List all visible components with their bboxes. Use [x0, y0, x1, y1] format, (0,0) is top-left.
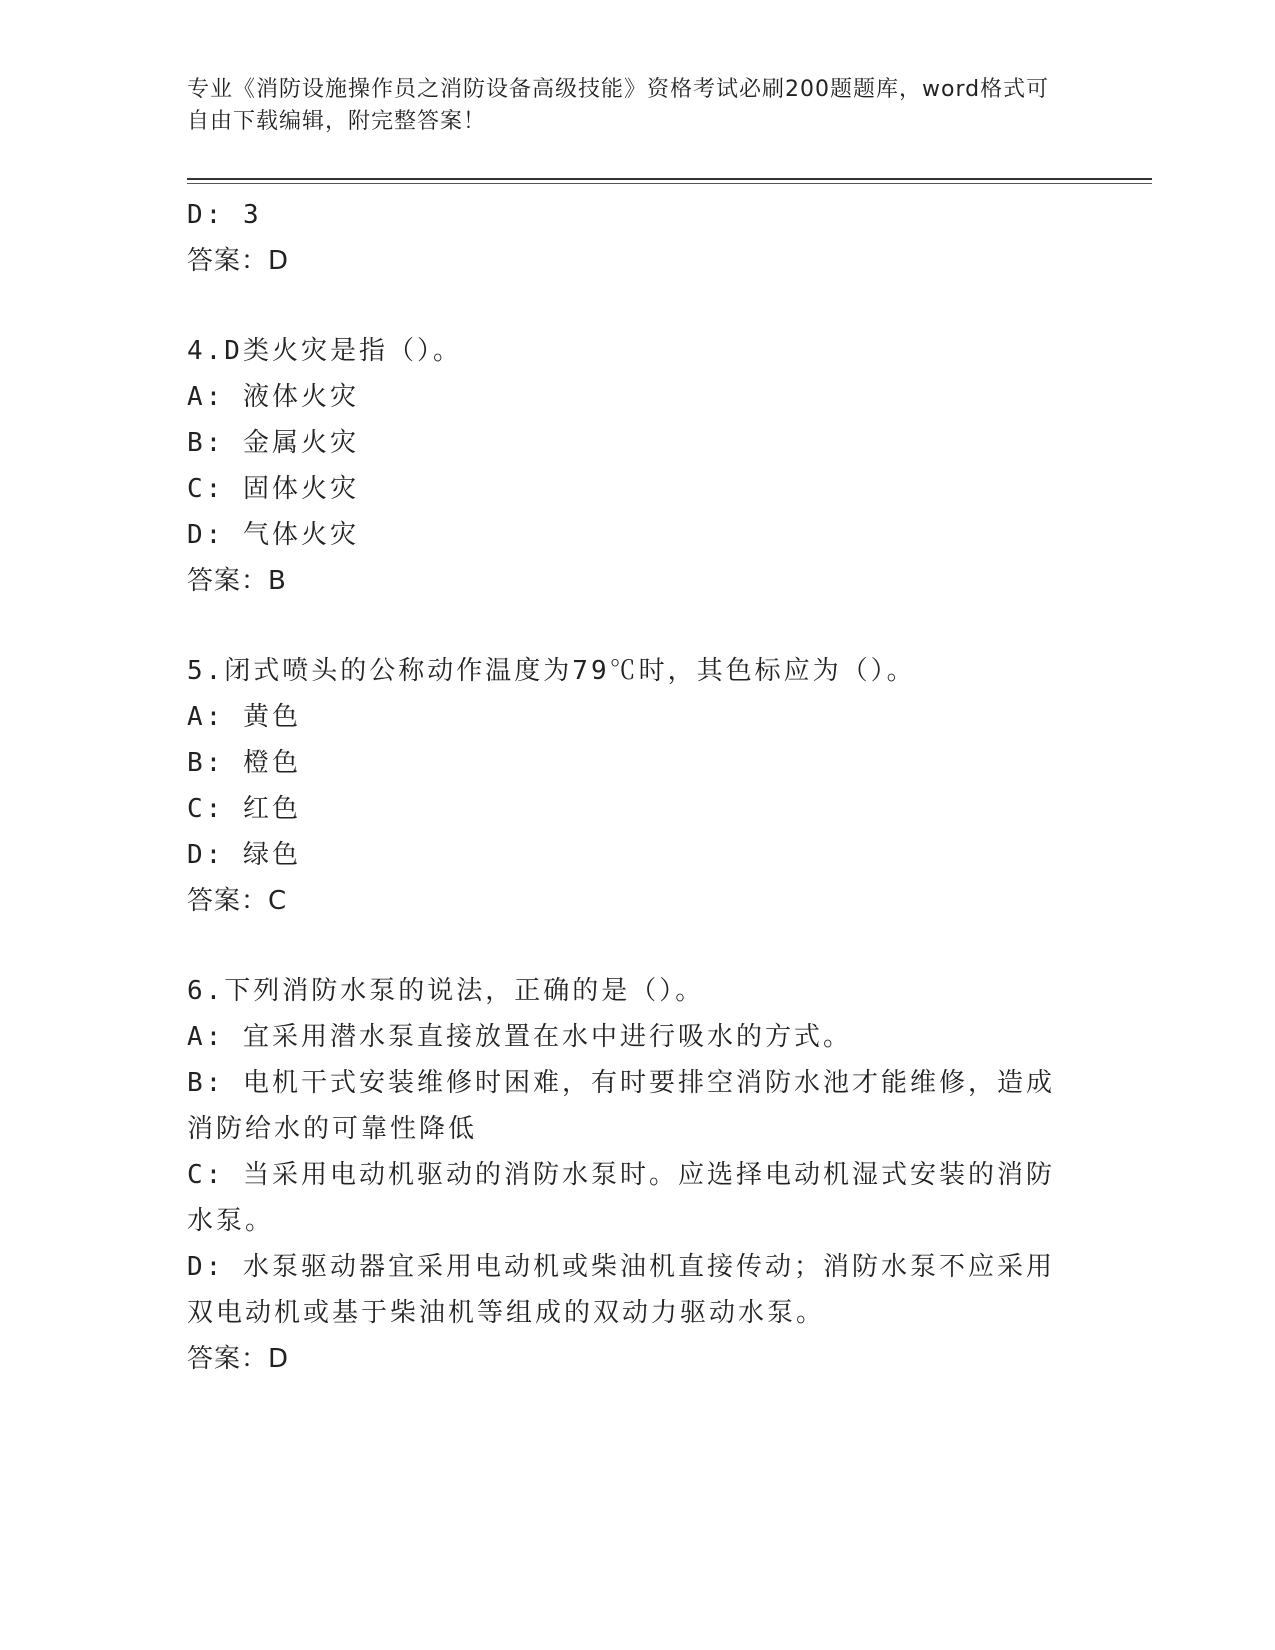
question-list — [187, 192, 1077, 1382]
option-c: C: 红色 — [187, 794, 301, 824]
option-d: D: 3 — [187, 200, 262, 230]
option-c: C: 固体火灾 — [187, 474, 359, 504]
header-divider-thick — [187, 178, 1152, 180]
option-b: B: 橙色 — [187, 748, 301, 778]
option-b: B: 电机干式安装维修时困难，有时要排空消防水池才能维修，造成消防给水的可靠性降低 — [187, 1068, 1055, 1144]
question-6 — [187, 968, 1077, 1382]
answer: 答案：C — [187, 886, 288, 916]
option-b: B: 金属火灾 — [187, 428, 359, 458]
answer: 答案：D — [187, 1344, 290, 1374]
header-divider-thin — [187, 183, 1152, 184]
option-d: D: 气体火灾 — [187, 520, 359, 550]
option-d: D: 绿色 — [187, 840, 301, 870]
option-a: A: 宜采用潜水泵直接放置在水中进行吸水的方式。 — [187, 1022, 852, 1052]
previous-question-tail — [187, 192, 1077, 284]
question-5 — [187, 648, 1077, 924]
answer: 答案：D — [187, 246, 290, 276]
option-d: D: 水泵驱动器宜采用电动机或柴油机直接传动；消防水泵不应采用双电动机或基于柴油机等组成的双动力驱动水泵。 — [187, 1252, 1055, 1328]
option-c: C: 当采用电动机驱动的消防水泵时。应选择电动机湿式安装的消防水泵。 — [187, 1160, 1055, 1236]
option-a: A: 液体火灾 — [187, 382, 359, 412]
option-a: A: 黄色 — [187, 702, 301, 732]
document-header: 专业《消防设施操作员之消防设备高级技能》资格考试必刷200题题库，word格式可自由下载编辑，附完整答案！ — [187, 77, 1050, 134]
question-4 — [187, 328, 1077, 604]
answer: 答案：B — [187, 566, 287, 596]
question-stem: 4.D类火灾是指（）。 — [187, 336, 462, 366]
question-stem: 6.下列消防水泵的说法，正确的是（）。 — [187, 976, 705, 1006]
question-stem: 5.闭式喷头的公称动作温度为79℃时，其色标应为（）。 — [187, 656, 916, 686]
